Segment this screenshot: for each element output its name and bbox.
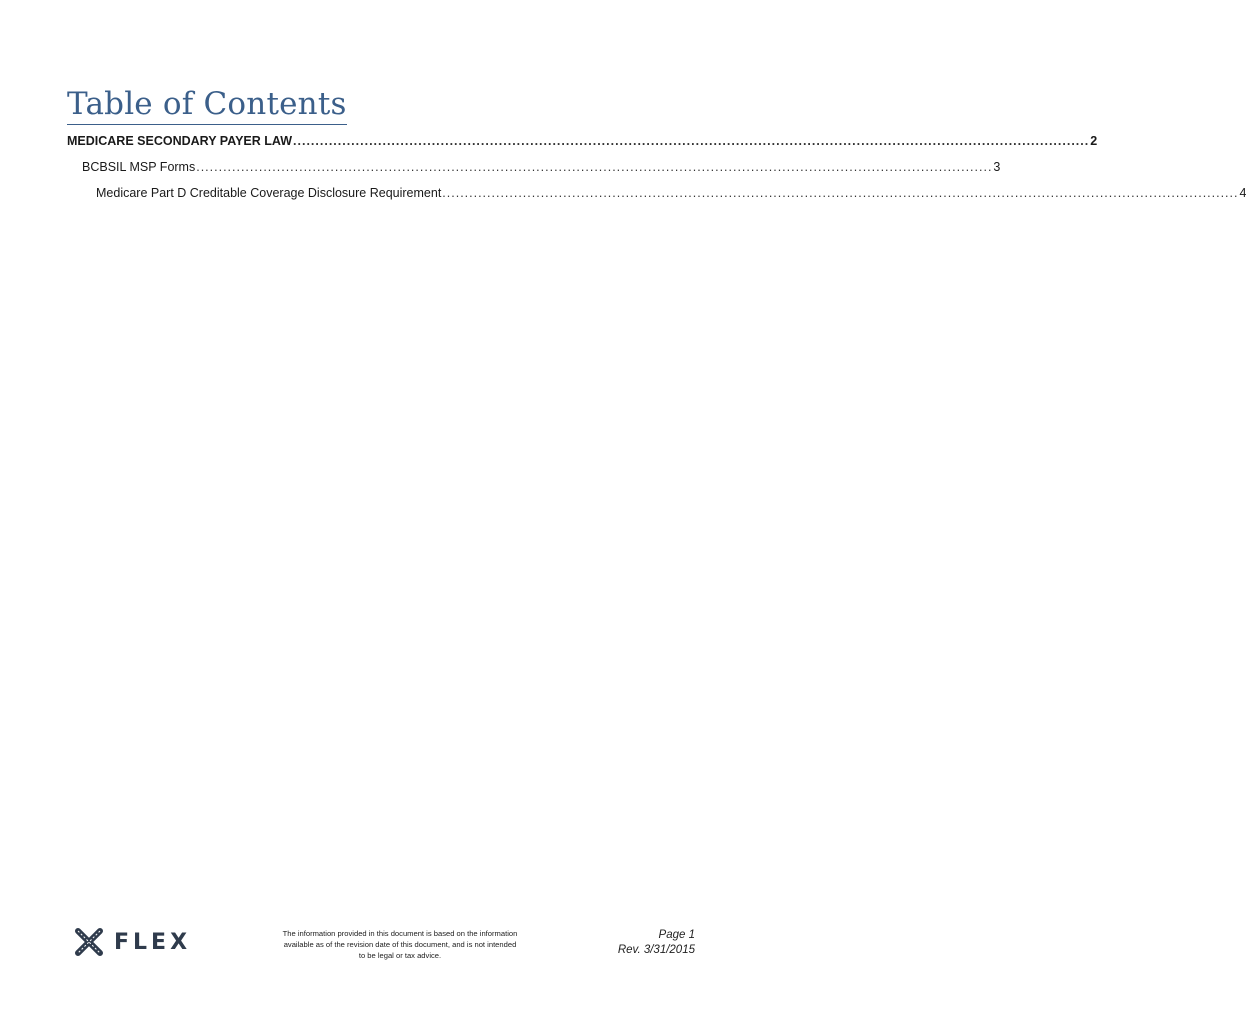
disclaimer-line: available as of the revision date of this document, and is not intended (283, 940, 517, 949)
flex-logo-mark-icon (72, 925, 106, 959)
toc-entry-label: MEDICARE SECONDARY PAYER LAW (67, 134, 293, 148)
toc-entry-page: 4 (1239, 186, 1246, 200)
disclaimer-line: to be legal or tax advice. (358, 951, 442, 960)
disclaimer-line: The information provided in this document is based on the information (282, 929, 518, 938)
toc-entry-bcbsil-msp-forms[interactable] (82, 160, 1001, 174)
toc-title: Table of Contents (67, 86, 347, 125)
toc-entry-page: 2 (1090, 134, 1098, 148)
page-number: Page 1 (658, 929, 695, 941)
footer-disclaimer (262, 928, 538, 961)
toc-entry-label: BCBSIL MSP Forms (82, 160, 196, 174)
revision-date: Rev. 3/31/2015 (617, 944, 695, 956)
toc-entry-medicare-secondary-payer-law[interactable] (67, 134, 1098, 148)
flex-logo (72, 925, 191, 959)
toc-entry-label: Medicare Part D Creditable Coverage Disclosure Requirement (96, 186, 442, 200)
toc-leader: .................................................................................................................................................................................. (196, 160, 993, 174)
toc-entry-medicare-part-d[interactable] (96, 186, 1246, 200)
logo-text: FLEX (114, 929, 192, 955)
toc-leader: .................................................................................................................................................................................. (442, 186, 1239, 200)
toc-entry-page: 3 (993, 160, 1001, 174)
page-info (618, 928, 695, 958)
toc-leader: .................................................................................................................................................................................. (293, 134, 1090, 148)
